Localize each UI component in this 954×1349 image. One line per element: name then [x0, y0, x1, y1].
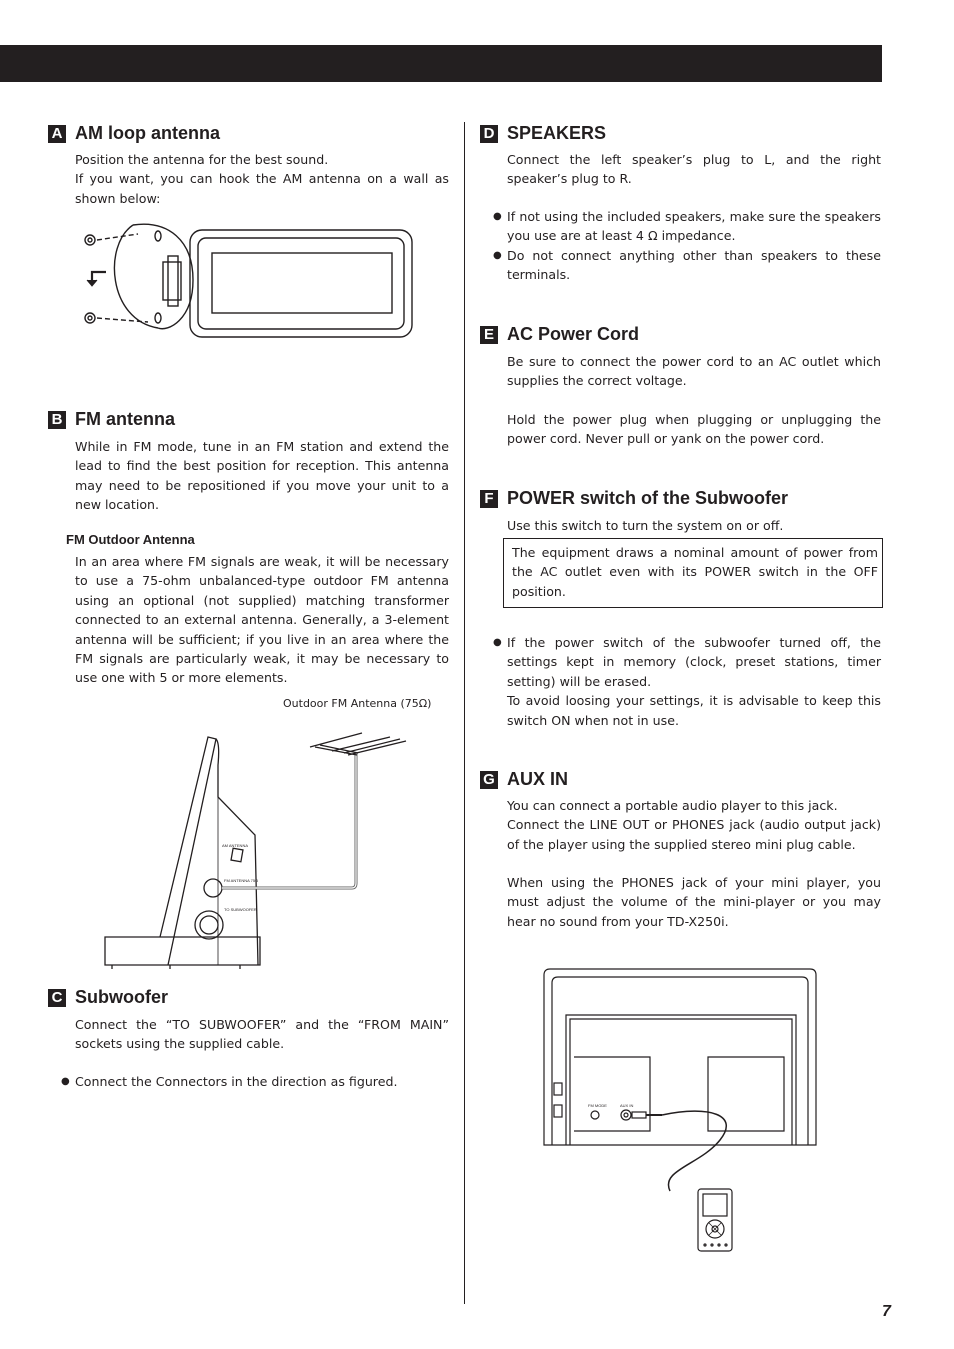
section-g-heading: [480, 769, 568, 790]
bullet-dot: ●: [61, 1076, 70, 1087]
section-f-bullet-text: If the power switch of the subwoofer turned off, the settings kept in memory (clock, preset stations, timer setting) will be erased.: [507, 635, 881, 689]
section-e-para-1: Be sure to connect the power cord to an AC outlet which supplies the correct voltage.: [507, 354, 881, 389]
section-d-title: SPEAKERS: [507, 123, 607, 143]
section-g-para-2: Connect the LINE OUT or PHONES jack (audio output jack) of the player using the supplied stereo mini plug cable.: [507, 817, 881, 852]
bullet-dot: ●: [493, 211, 502, 222]
section-c-bullet: [61, 1072, 449, 1091]
section-b-heading: [48, 409, 175, 430]
section-b-letter: B: [48, 411, 66, 429]
section-c-title: Subwoofer: [75, 987, 168, 1007]
section-g-para-1: You can connect a portable audio player to this jack.: [507, 798, 838, 813]
column-divider: [464, 122, 465, 1304]
section-d-bullet-2: [493, 246, 881, 285]
fm-outdoor-antenna-subheading: FM Outdoor Antenna: [66, 532, 195, 547]
section-f-letter: F: [480, 490, 498, 508]
section-g-para-3: When using the PHONES jack of your mini player, you must adjust the volume of the mini-player or you may hear no sound from your TD-X250i.: [507, 875, 881, 929]
section-f-para: Use this switch to turn the system on or off.: [507, 518, 784, 533]
section-b-para: While in FM mode, tune in an FM station and extend the lead to find the best position for reception. This antenna may need to be repositioned if you move your unit to a new location.: [75, 439, 449, 513]
section-e-title: AC Power Cord: [507, 324, 640, 344]
am-antenna-illustration: [78, 220, 418, 345]
section-a-title: AM loop antenna: [75, 123, 220, 143]
section-g-letter: G: [480, 771, 498, 789]
section-f-bullet: [493, 633, 881, 730]
section-f-bullet-cont: To avoid loosing your settings, it is advisable to keep this switch ON when not in use.: [507, 693, 881, 728]
fm-outdoor-antenna-para: In an area where FM signals are weak, it will be necessary to use a 75-ohm unbalanced-type outdoor FM antenna using an optional (not supplied) matching transformer connected to an external antenna. Generally, a 3-element antenna will be sufficient; if you live in an area where the FM signals are particularly weak, it may be necessary to use one with 5 or more elements.: [75, 554, 449, 686]
section-d-heading: [480, 123, 606, 144]
section-a-para-1: Position the antenna for the best sound.: [75, 152, 329, 167]
section-d-bullet-2-text: Do not connect anything other than speakers to these terminals.: [507, 248, 881, 283]
fig-label-to-subwoofer: TO SUBWOOFER: [224, 907, 257, 912]
fig-label-am-antenna: AM ANTENNA: [222, 843, 249, 848]
section-e-para-2: Hold the power plug when plugging or unplugging the power cord. Never pull or yank on the power cord.: [507, 412, 881, 447]
fig-label-aux-in: AUX IN: [620, 1103, 634, 1108]
page-number: 7: [882, 1303, 891, 1320]
fig-label-fm-mode: FM MODE: [588, 1103, 607, 1108]
section-g-title: AUX IN: [507, 769, 569, 789]
section-c-letter: C: [48, 989, 66, 1007]
section-a-heading: [48, 123, 220, 144]
section-c-heading: [48, 987, 168, 1008]
section-d-letter: D: [480, 125, 498, 143]
section-e-heading: [480, 324, 639, 345]
bullet-dot: ●: [493, 637, 502, 648]
aux-in-illustration: [540, 965, 820, 1255]
section-d-bullet-1-text: If not using the included speakers, make sure the speakers you use are at least 4 Ω impedance.: [507, 209, 881, 244]
section-c-para: Connect the “TO SUBWOOFER” and the “FROM MAIN” sockets using the supplied cable.: [75, 1017, 449, 1052]
section-a-para-2: If you want, you can hook the AM antenna on a wall as shown below:: [75, 171, 449, 206]
section-d-para: Connect the left speaker’s plug to L, and the right speaker’s plug to R.: [507, 152, 881, 187]
section-a-text: [75, 150, 449, 208]
section-f-title: POWER switch of the Subwoofer: [507, 488, 789, 508]
section-a-letter: A: [48, 125, 66, 143]
section-e-letter: E: [480, 326, 498, 344]
section-f-note-box: The equipment draws a nominal amount of power from the AC outlet even with its POWER switch in the OFF position.: [503, 538, 883, 608]
section-b-title: FM antenna: [75, 409, 176, 429]
section-g-text: [507, 796, 881, 854]
section-d-bullet-1: [493, 207, 881, 246]
section-f-heading: [480, 488, 788, 509]
fm-antenna-illustration: [100, 725, 420, 975]
header-bar: [0, 45, 882, 82]
bullet-dot: ●: [493, 250, 502, 261]
fm-antenna-caption: Outdoor FM Antenna (75Ω): [283, 697, 432, 710]
fig-label-fm-antenna: FM ANTENNA 75Ω: [224, 878, 259, 883]
section-c-bullet-text: Connect the Connectors in the direction as figured.: [75, 1074, 398, 1089]
